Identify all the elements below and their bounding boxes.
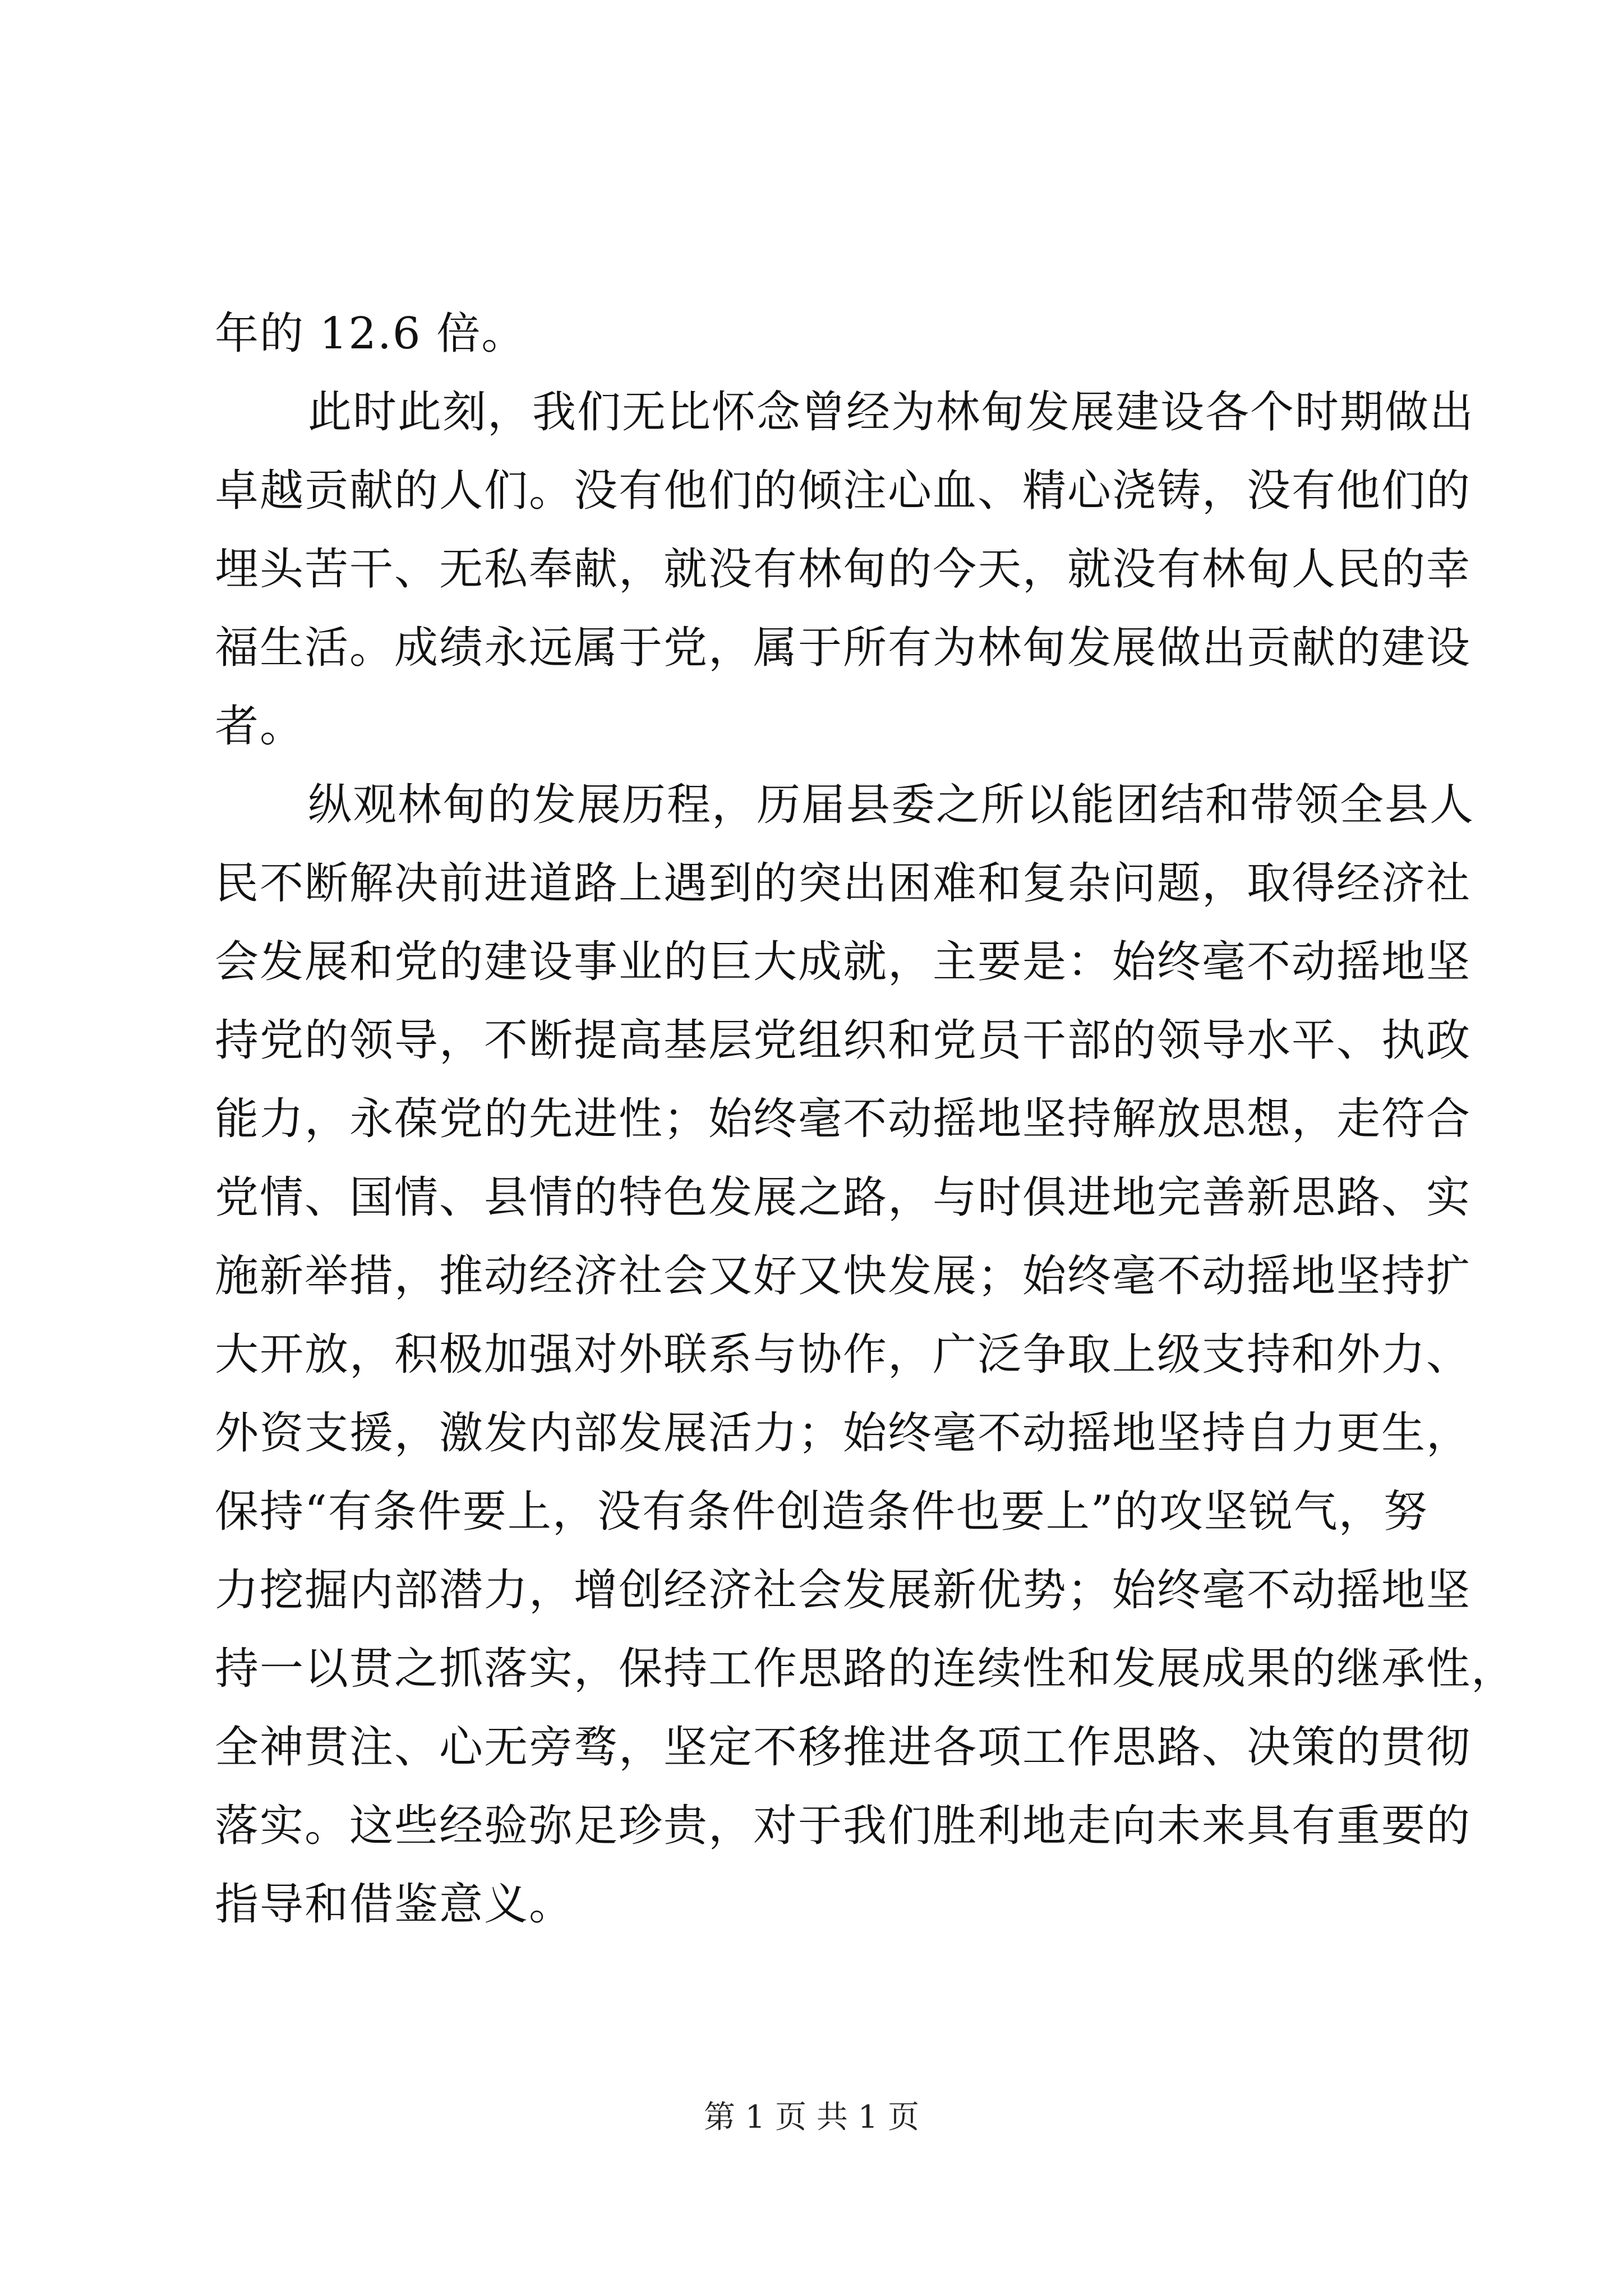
paragraph-3-line-13: 全神贯注、心无旁骛，坚定不移推进各项工作思路、决策的贯彻 (215, 1722, 1472, 1773)
paragraph-3-line-15: 指导和借鉴意义。 (215, 1879, 574, 1930)
paragraph-3-line-6: 党情、国情、县情的特色发展之路，与时俱进地完善新思路、实 (215, 1172, 1472, 1223)
paragraph-2-line-1: 此时此刻，我们无比怀念曾经为林甸发展建设各个时期做出 (308, 387, 1475, 438)
paragraph-3-line-2: 民不断解决前进道路上遇到的突出困难和复杂问题，取得经济社 (215, 858, 1472, 909)
paragraph-2-line-5: 者。 (215, 701, 305, 752)
text-line-1: 年的 12.6 倍。 (215, 309, 527, 359)
paragraph-3-line-12: 持一以贯之抓落实，保持工作思路的连续性和发展成果的继承性， (215, 1644, 1516, 1694)
page-number-footer: 第 1 页 共 1 页 (703, 2099, 920, 2136)
paragraph-3-line-9: 外资支援，激发内部发展活力；始终毫不动摇地坚持自力更生， (215, 1408, 1472, 1458)
paragraph-3-line-10: 保持“有条件要上，没有条件创造条件也要上”的攻坚锐气，努 (215, 1487, 1428, 1537)
paragraph-3-line-5: 能力，永葆党的先进性；始终毫不动摇地坚持解放思想，走符合 (215, 1094, 1472, 1144)
paragraph-3-line-8: 大开放，积极加强对外联系与协作，广泛争取上级支持和外力、 (215, 1329, 1472, 1380)
paragraph-3-line-14: 落实。这些经验弥足珍贵，对于我们胜利地走向未来具有重要的 (215, 1801, 1472, 1851)
paragraph-3-line-7: 施新举措，推动经济社会又好又快发展；始终毫不动摇地坚持扩 (215, 1251, 1472, 1301)
document-body (215, 295, 1516, 1944)
paragraph-2-line-4: 福生活。成绩永远属于党，属于所有为林甸发展做出贡献的建设 (215, 623, 1472, 673)
paragraph-2-line-3: 埋头苦干、无私奉献，就没有林甸的今天，就没有林甸人民的幸 (215, 544, 1472, 595)
paragraph-2-line-2: 卓越贡献的人们。没有他们的倾注心血、精心浇铸，没有他们的 (215, 466, 1472, 516)
paragraph-3-line-11: 力挖掘内部潜力，增创经济社会发展新优势；始终毫不动摇地坚 (215, 1565, 1472, 1616)
paragraph-3-line-3: 会发展和党的建设事业的巨大成就，主要是：始终毫不动摇地坚 (215, 937, 1472, 987)
paragraph-3-line-4: 持党的领导，不断提高基层党组织和党员干部的领导水平、执政 (215, 1015, 1472, 1066)
paragraph-3-line-1: 纵观林甸的发展历程，历届县委之所以能团结和带领全县人 (308, 780, 1475, 830)
